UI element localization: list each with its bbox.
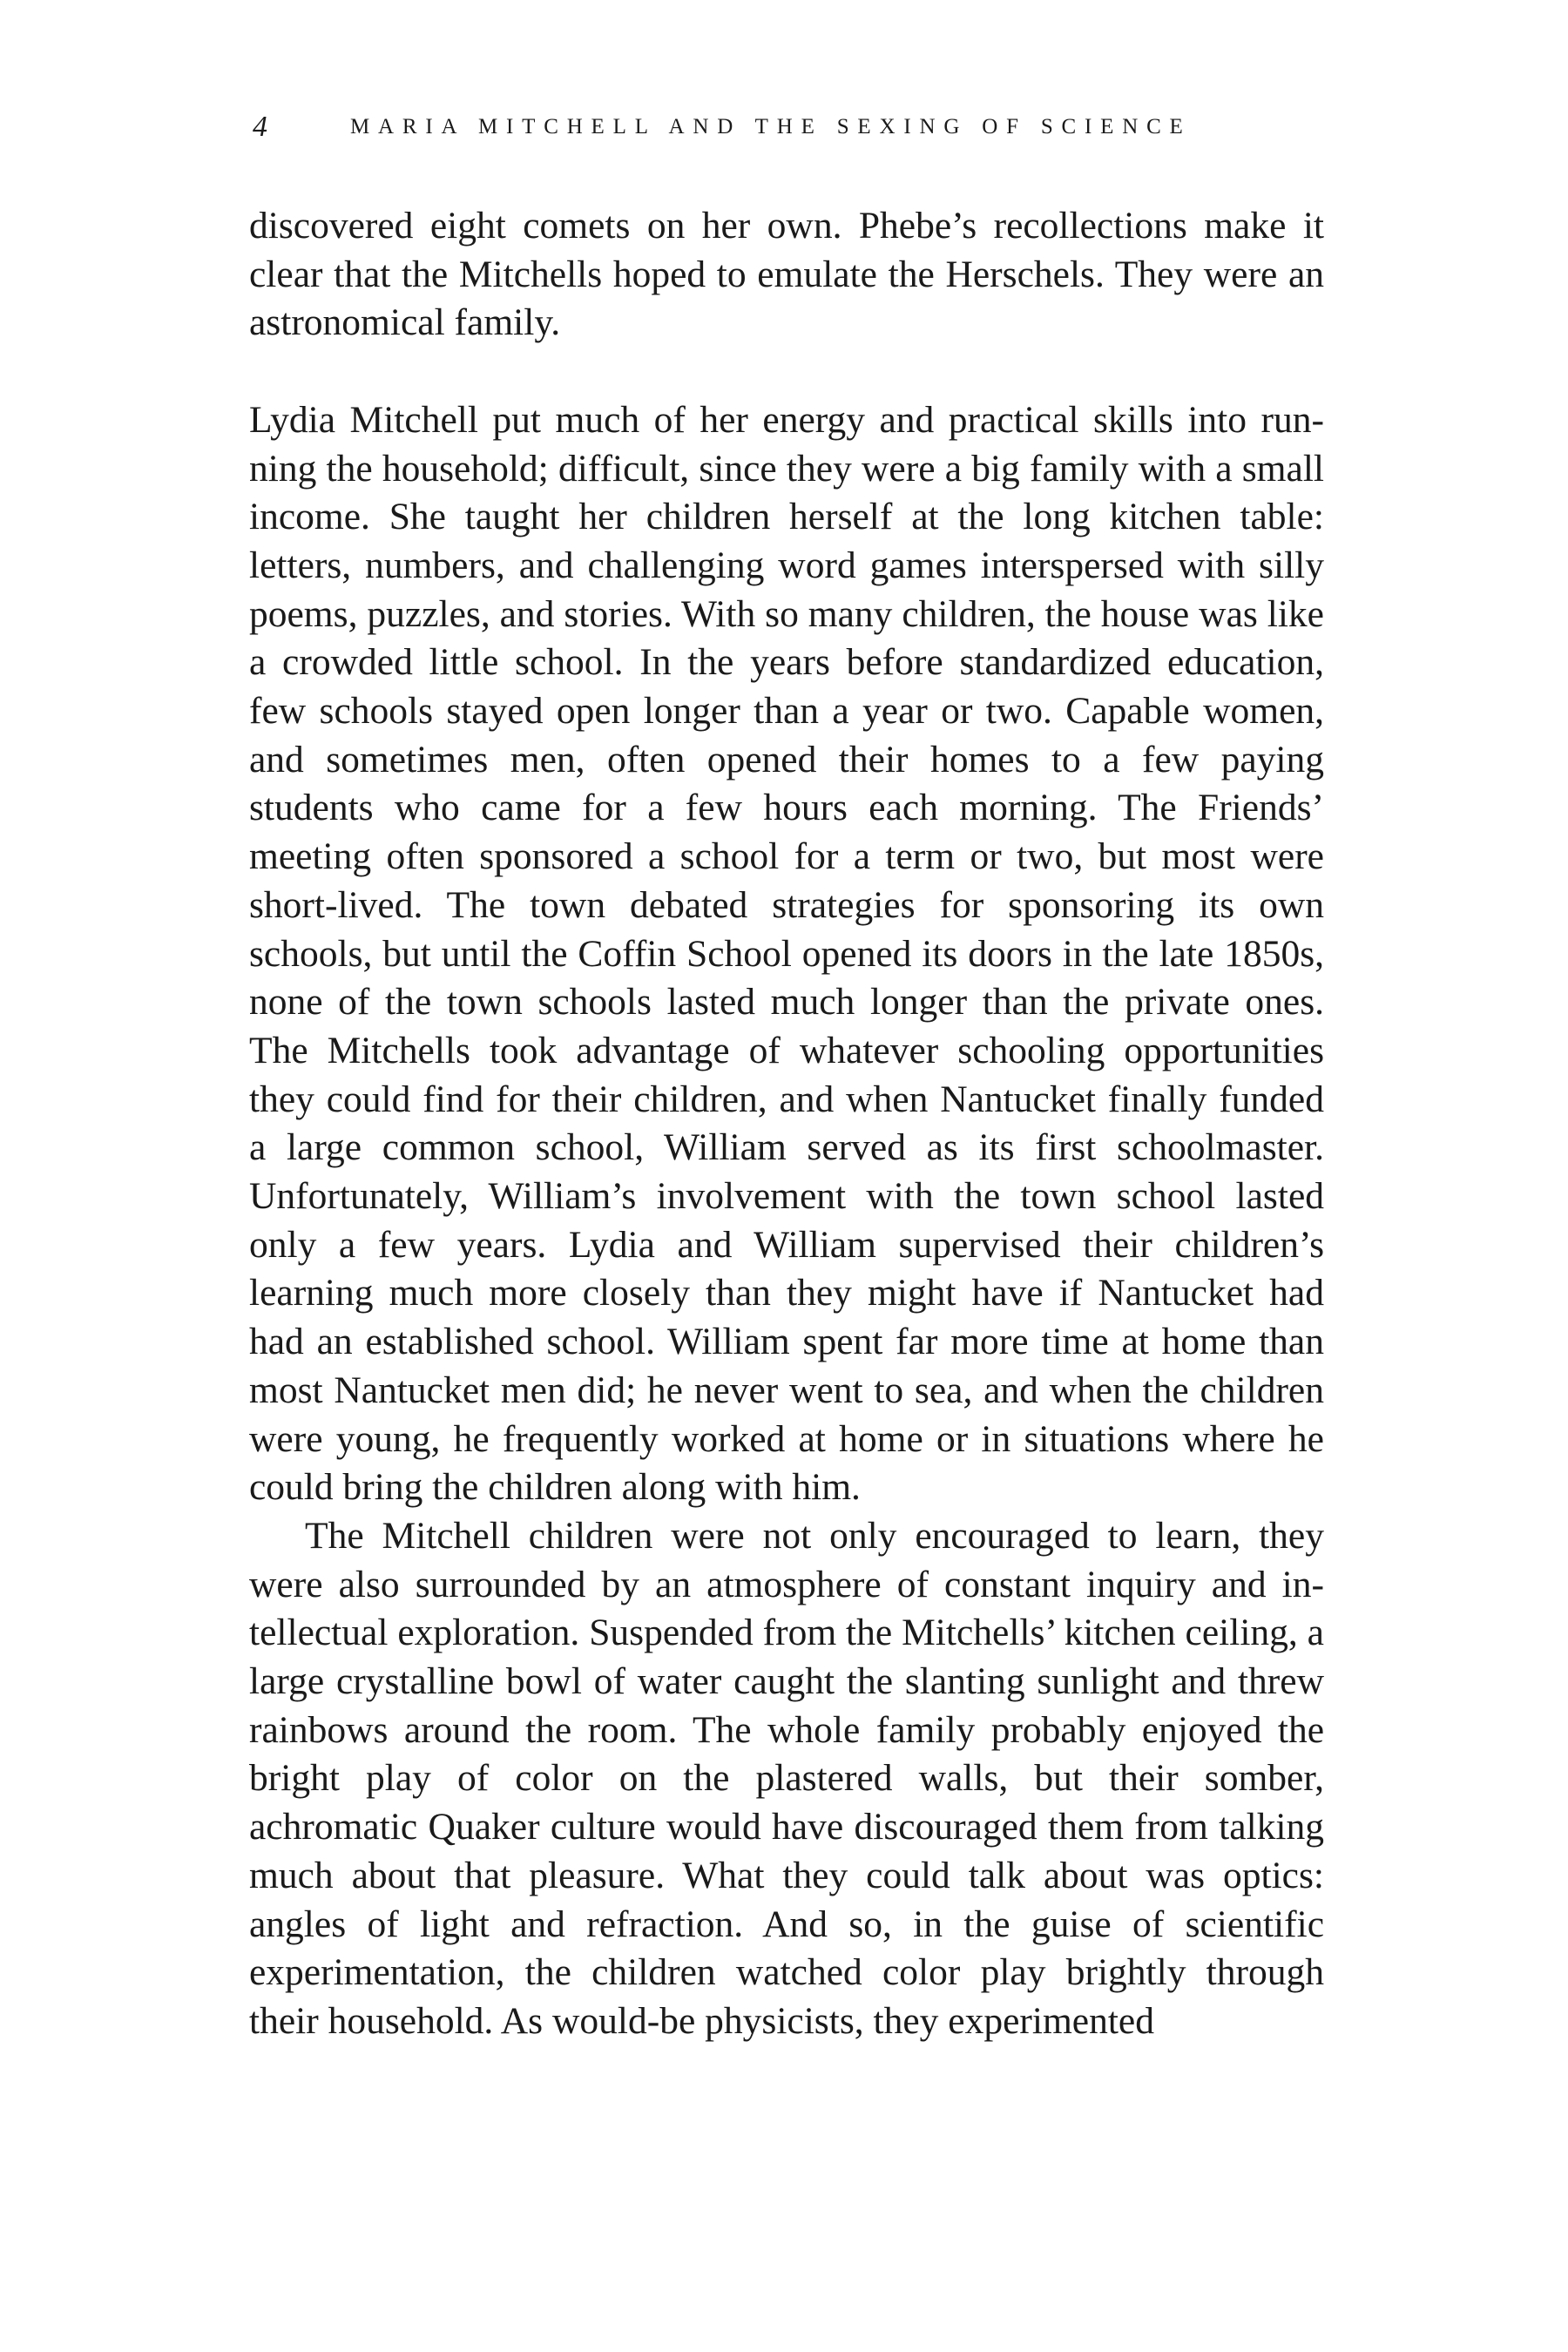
running-head xyxy=(253,110,1324,145)
body-text xyxy=(249,202,1324,2046)
paragraph-2: Lydia Mitchell put much of her energy and practical skills into running the household; difficult, since they were a big family with a small income. She taught her children herself at the long kitchen table: letters, numbers, and challenging word games interspersed with silly poems, puzzles, and stories. With so many children, the house was like a crowded little school. In the years before standardized education, few schools stayed open longer than a year or two. Capable women, and sometimes men, often opened their homes to a few paying students who came for a few hours each morning. The Friends’ meeting often sponsored a school for a term or two, but most were short-lived. The town debated strategies for sponsoring its own schools, but until the Coffin School opened its doors in the late 1850s, none of the town schools lasted much longer than the private ones. The Mitchells took advantage of whatever schooling opportunities they could find for their children, and when Nantucket finally funded a large common school, William served as its first schoolmaster. Unfortunately, William’s involvement with the town school lasted only a few years. Lydia and William supervised their children’s learning much more closely than they might have if Nantucket had had an established school. William spent far more time at home than most Nantucket men did; he never went to sea, and when the children were young, he frequently worked at home or in situations where he could bring the children along with him. xyxy=(249,398,1324,1509)
page-number: 4 xyxy=(253,111,267,143)
running-title: MARIA MITCHELL AND THE SEXING OF SCIENCE xyxy=(350,115,1192,139)
paragraph-3: The Mitchell children were not only encouraged to learn, they were also surrounded by an atmosphere of constant inquiry and intellectual exploration. Suspended from the Mitchells’ kitchen ceiling, a large crystalline bowl of water caught the slanting sunlight and threw rainbows around the room. The whole family probably enjoyed the bright play of color on the plastered walls, but their somber, achromatic Quaker culture would have discouraged them from talking much about that pleasure. What they could talk about was optics: angles of light and refraction. And so, in the guise of scientific experimentation, the children watched color play brightly through their household. As would-be physicists, they experimented xyxy=(249,1514,1324,2042)
paragraph-1: discovered eight comets on her own. Phebe’s recollections make it clear that the Mitchells hoped to emulate the Herschels. They were an astronomical family. xyxy=(249,205,1324,344)
